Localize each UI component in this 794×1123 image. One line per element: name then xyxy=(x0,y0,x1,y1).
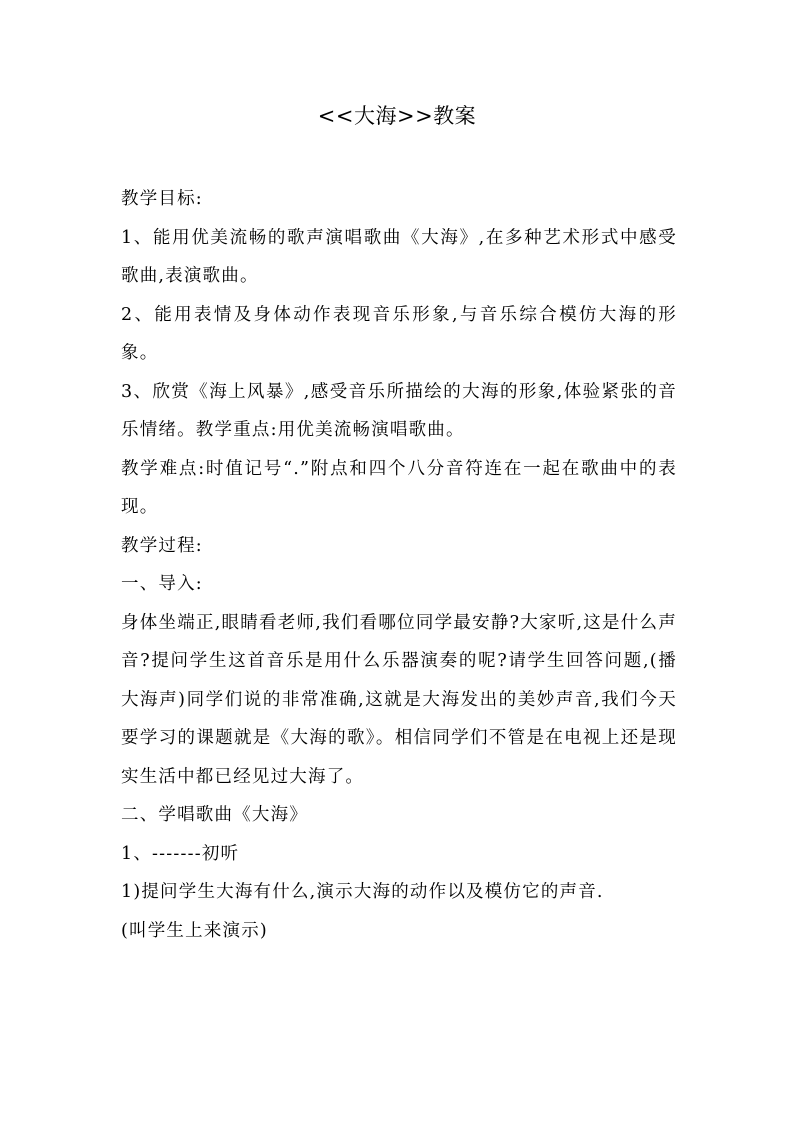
substep-first-listen: 1、-------初听 xyxy=(121,843,240,864)
substep-demo-note: (叫学生上来演示) xyxy=(121,920,268,941)
section-heading-process: 教学过程: xyxy=(121,535,203,556)
step-heading-introduction: 一、导入: xyxy=(121,574,203,594)
step-heading-learn-song: 二、学唱歌曲《大海》 xyxy=(121,805,308,825)
introduction-text: 身体坐端正,眼睛看老师,我们看哪位同学最安静?大家听,这是什么声音?提问学生这首音乐是用什么乐器演奏的呢?请学生回答问题,(播大海声)同学们说的非常准确,这就是大海发出的美妙声音,我们今天要学习的课题就是《大海的歌》。相信同学们不管是在电视上还是现实生活中都已经见过大海了。 xyxy=(121,612,677,787)
objective-2: 2、能用表情及身体动作表现音乐形象,与音乐综合模仿大海的形象。 xyxy=(121,304,677,363)
objective-3: 3、欣赏《海上风暴》,感受音乐所描绘的大海的形象,体验紧张的音乐情绪。教学重点:用优美流畅演唱歌曲。 xyxy=(121,381,677,440)
document-title: <<大海>>教案 xyxy=(317,104,477,128)
document-body xyxy=(121,180,677,950)
teaching-difficulty: 教学难点:时值记号“.”附点和四个八分音符连在一起在歌曲中的表现。 xyxy=(121,458,677,517)
objective-1: 1、能用优美流畅的歌声演唱歌曲《大海》,在多种艺术形式中感受歌曲,表演歌曲。 xyxy=(121,227,677,286)
section-heading-objectives: 教学目标: xyxy=(121,189,203,209)
substep-question: 1)提问学生大海有什么,演示大海的动作以及模仿它的声音. xyxy=(121,882,604,902)
